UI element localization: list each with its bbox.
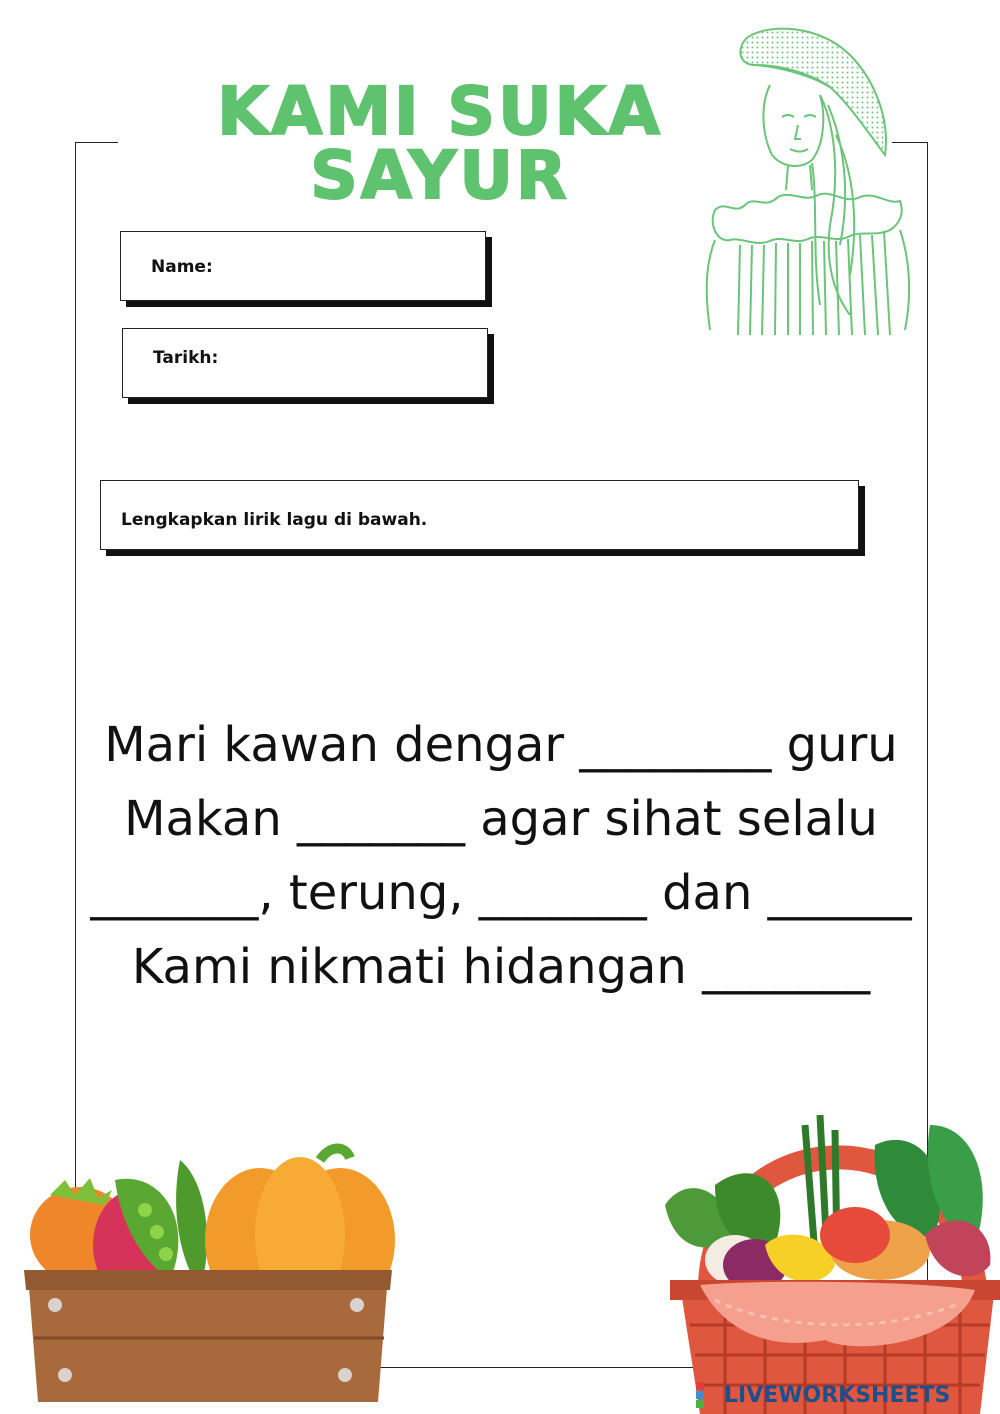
date-field[interactable] [122, 328, 488, 398]
name-field[interactable] [120, 231, 486, 301]
liveworksheets-logo-icon [696, 1382, 718, 1408]
name-label: Name: [151, 257, 213, 277]
title-line-2: SAYUR [310, 137, 570, 214]
instruction-box [100, 480, 859, 550]
lyric-line-2: Makan _______ agar sihat selalu [124, 791, 878, 847]
instruction-text: Lengkapkan lirik lagu di bawah. [121, 510, 428, 530]
vegetable-basket-illustration [655, 1085, 1000, 1414]
vegetable-crate-illustration [20, 1140, 400, 1410]
date-label: Tarikh: [153, 348, 219, 368]
title-line-1: KAMI SUKA [217, 73, 663, 150]
lyric-line-1: Mari kawan dengar ________ guru [104, 717, 898, 773]
song-lyrics [78, 708, 924, 1004]
worksheet-title [140, 73, 740, 214]
girl-with-hat-illustration [700, 25, 915, 340]
liveworksheets-watermark [696, 1378, 996, 1412]
lyric-line-3: _______, terung, _______ dan ______ [90, 865, 912, 921]
watermark-text: LIVEWORKSHEETS [724, 1382, 951, 1408]
lyric-line-4: Kami nikmati hidangan _______ [131, 939, 871, 995]
